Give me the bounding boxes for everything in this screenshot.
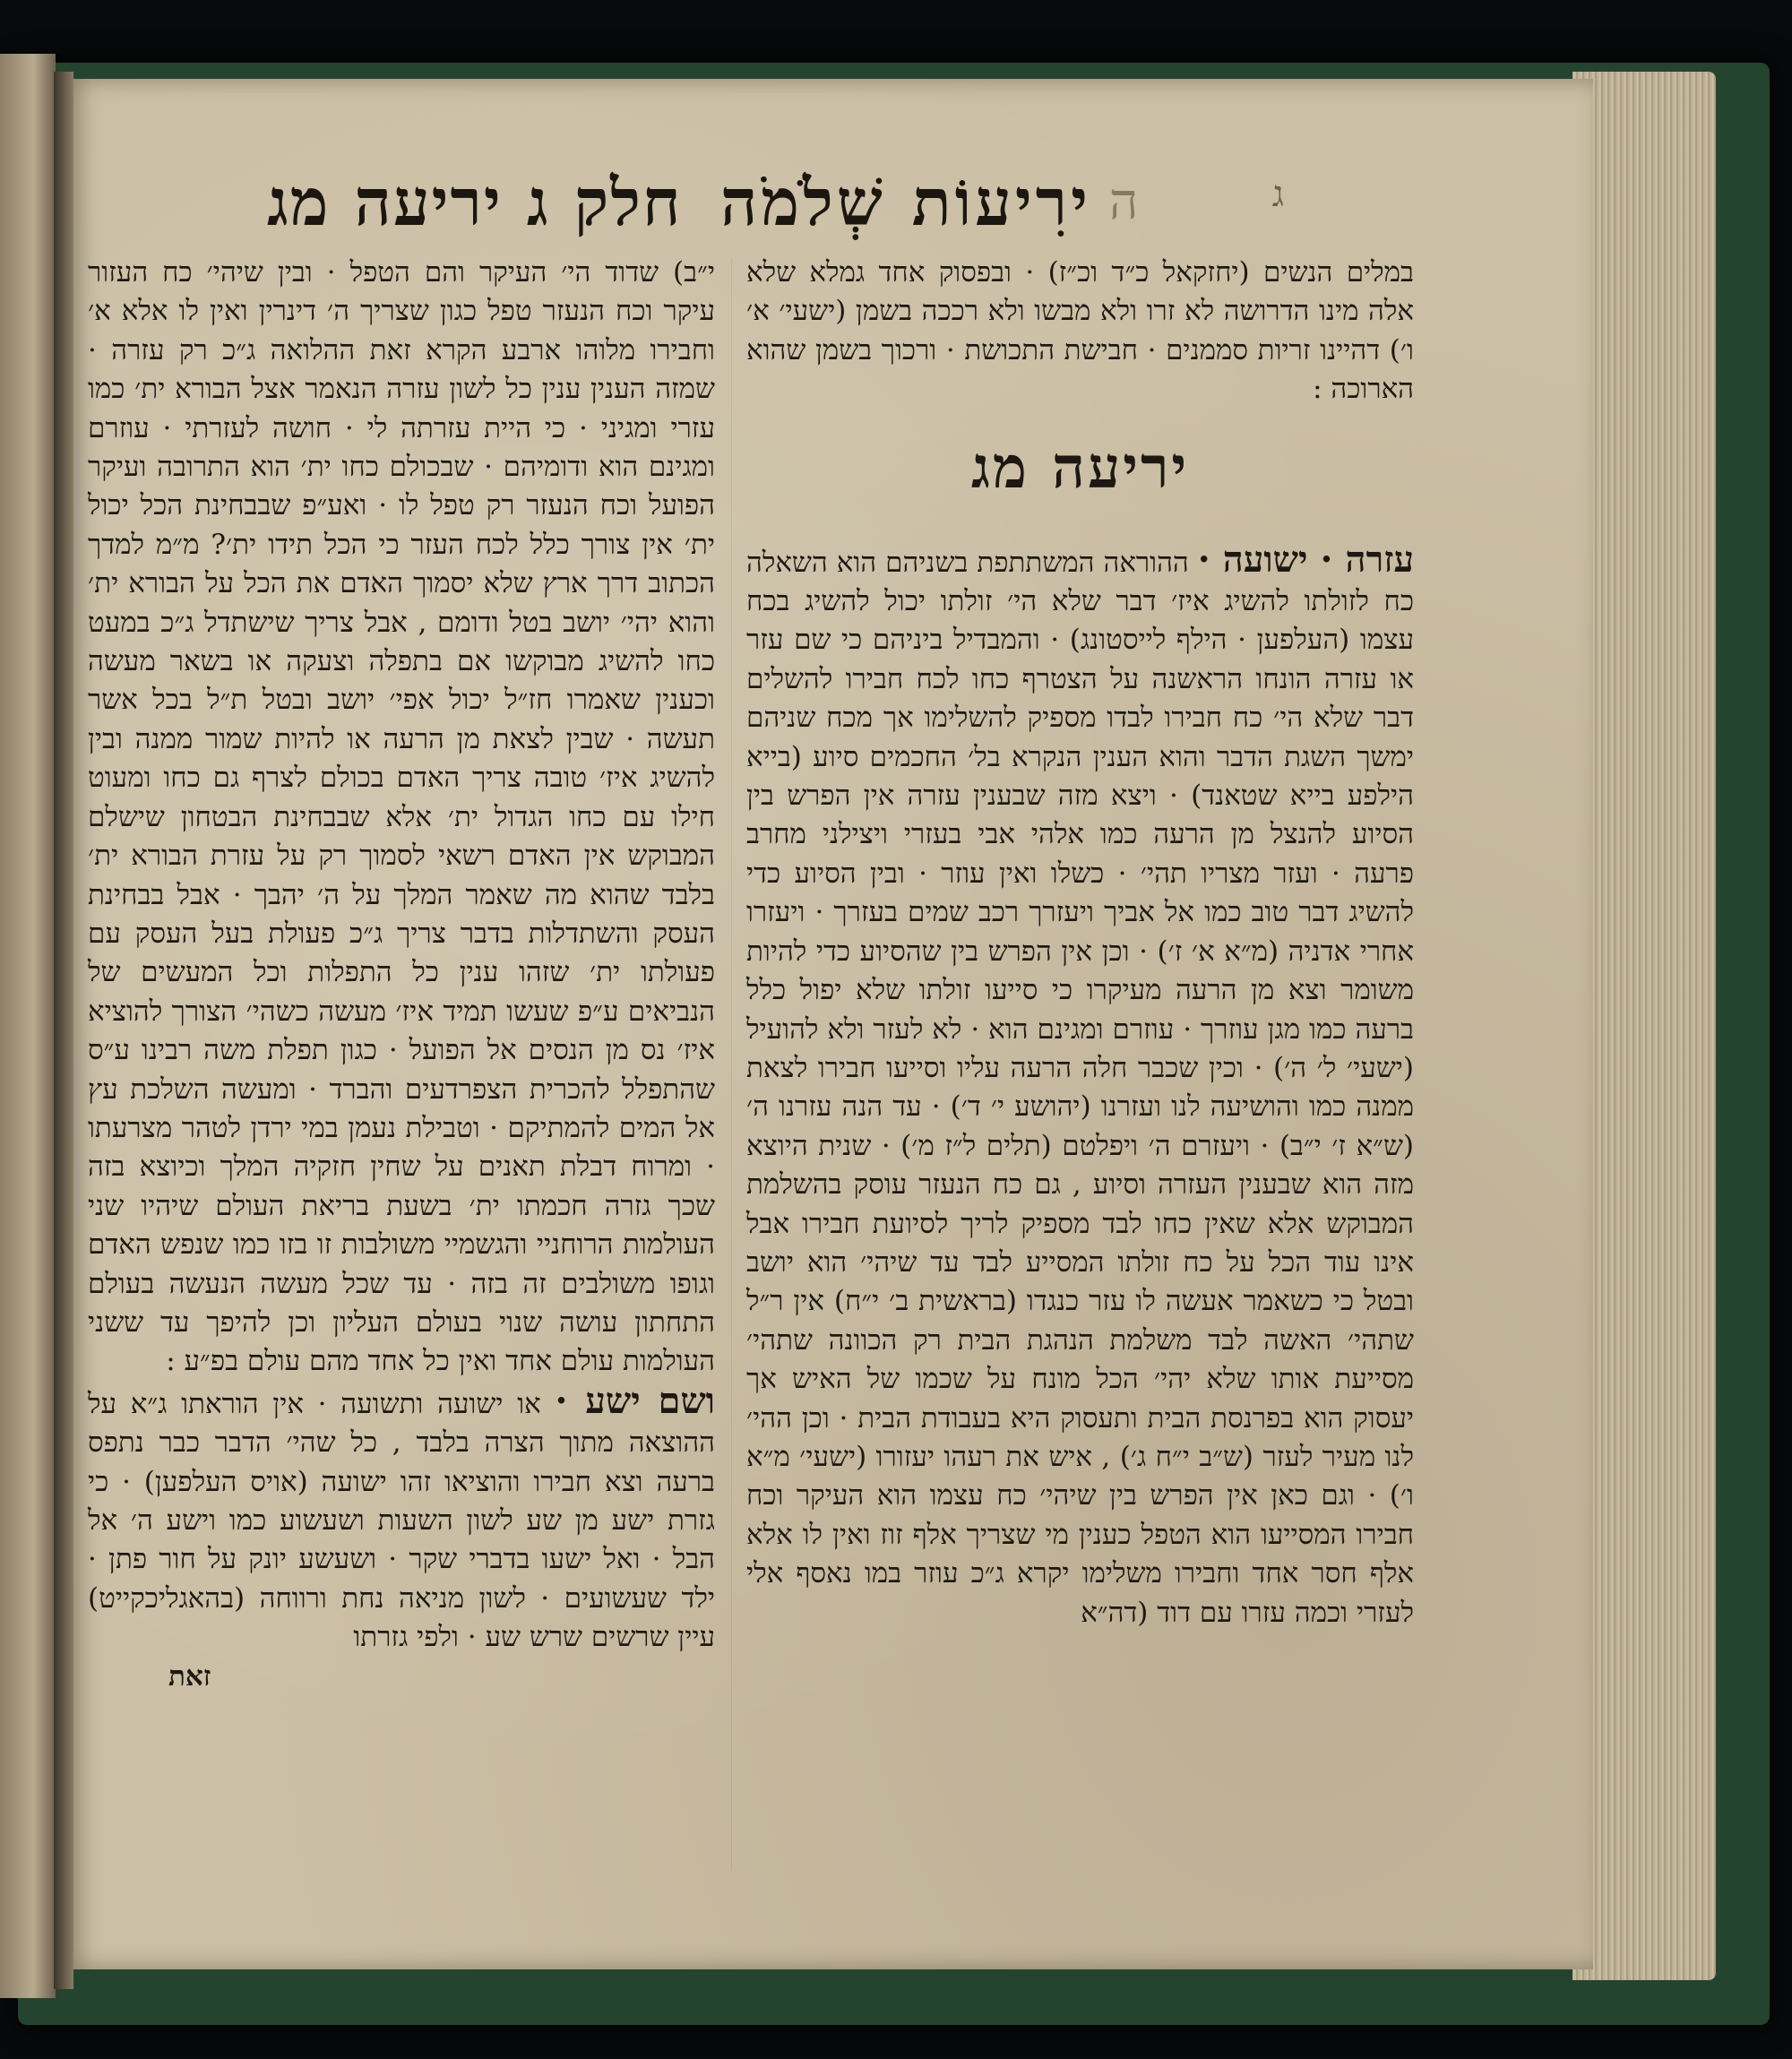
page-gutter: [54, 72, 73, 1989]
entry-paragraph: [746, 540, 1414, 1633]
catch-word: זאת: [168, 1659, 211, 1693]
header-section-label: חלק ג יריעה מג: [267, 164, 683, 240]
header-ornament-left: ה: [1109, 173, 1139, 231]
column-divider: [731, 258, 732, 1871]
entry-body: ההוראה המשתתפת בשניהם הוא השאלה כח לזולתו להשיג איז׳ דבר שלא הי׳ זולתו יכול להשיג בכח עצמו (העלפען · הילף לייסטונג) · והמבדיל ביניהם כי שם עזר או עזרה הונחו הראשנה על הצטרף כחו לכח חבירו להשלים דבר שלא הי׳ כח חבירו לבדו מספיק להשלימו אך מכח שניהם ימשך השגת הדבר והוא הענין הנקרא בל׳ החכמים סיוע (בייא הילפע בייא שטאנד) · ויצא מזה שבענין עזרה אין הפרש בין הסיוע להנצל מן הרעה כמו אלהי אבי בעזרי ויצילני מחרב פרעה · ועזר מצריו תהי׳ · כשלו ואין עוזר · ובין הסיוע כדי להשיג דבר טוב כמו אל אביך ויעזרך רכב שמים בעזרך · ויעזרו אחרי אדניה (מ״א א׳ ז׳) · וכן אין הפרש בין שהסיוע כדי להיות משומר וצא מן הרעה מעיקרו כי סייעו זולתו שלא יפול כלל ברעה כמו מגן עוזרך · עוזרם ומגינם הוא · לא לעזר ולא להועיל (ישעי׳ ל׳ ה׳) · וכין שכבר חלה הרעה עליו וסייעו חבירו לצאת ממנה כמו והושיעה לנו ועזרנו (יהושע י׳ ד׳) · עד הנה עזרנו ה׳ (ש״א ז׳ י״ב) · ויעזרם ה׳ ויפלטם (תלים ל״ז מ׳) · שנית היוצא מזה הוא שבענין העזרה וסיוע , גם כח הנעזר עוסק בהשלמת המבוקש אלא שאין כחו לבד מספיק לריך לסיועת חבירו אבל אינו עוד הכל על כח זולתו המסייע לבד עד שיהי׳ הוא יושב ובטל כי כשאמר אעשה לו עזר כנגדו (בראשית ב׳ י״ח) אין ר״ל שתהי׳ האשה לבד משלמת הנהגת הבית רק הכוונה שתהי׳ מסייעת אותו שלא יהי׳ הכל מונח על שכמו של האיש אך יעסוק הוא בפרנסת הבית ותעסוק היא בעבודת הבית · וכן ההי׳ לנו מעיר לעזר (ש״ב י״ח ג׳) , איש את רעהו יעזורו (ישעי׳ מ״א ו׳) · וגם כאן אין הפרש בין שיהי׳ כח עצמו הוא העיקר וכח חבירו המסייעו הוא הטפל כענין מי שצריך אלף זוז ואין לו אלא אלף חסר אחד וחבירו משלימו יקרא ג״כ עוזר במו נאסף אלי לעזרי וכמה עזרו עם דוד (דה״א: [746, 546, 1414, 1629]
entry-body-2: או ישועה ותשועה · אין הוראתו ג״א על ההוצאה מתוך הצרה בלבד , כל שהי׳ הדבר כבר נתפס ברעה וצא חבירו והוציאו זהו ישועה (אויס העלפען) · כי גזרת ישע מן שע לשון השעות ושעשוע כמו וישע ה׳ אל הבל · ואל ישעו בדברי שקר · ושעשע יונק על חור פתן · ילד שעשועים · לשון מניאה נחת ורווחה (בהאגליכקייט) עיין שרשים שרש שע · ולפי גזרתו: [88, 1387, 715, 1654]
running-header: [70, 164, 1593, 254]
section-heading: יריעה מג: [970, 434, 1190, 502]
right-column: [746, 254, 1414, 1633]
header-ornament-right: ג: [1271, 174, 1284, 215]
left-paragraph-1: י״ב) שדוד הי׳ העיקר והם הטפל · ובין שיהי׳ כח העזור עיקר וכח הנעזר טפל כגון שצריך ה׳ דינרין ואין לו אלא א׳ וחבירו מלוהו ארבע הקרא זאת ההלואה ג״כ רק עזרה · שמזה הענין ענין כל לשון עזרה הנאמר אצל הבורא ית׳ כמו עזרי ומגיני · כי היית עזרתה לי · חושה לעזרתי · עוזרם ומגינם הוא ודומיהם · שבכולם כחו ית׳ הוא התרובה ועיקר הפועל וכח הנעזר רק טפל לו · ואע״פ שבבחינת הכל יכול ית׳ אין צורך כלל לכח העזר כי הכל תידו ית׳? מ״מ למדך הכתוב דרך ארץ שלא יסמוך האדם את הכל על הבורא ית׳ והוא יהי׳ יושב בטל ודומם , אבל צריך שישתדל ג״כ במעט כחו להשיג מבוקשו אם בתפלה וצעקה או בשאר מעשה וכענין שאמרו חז״ל יכול אפי׳ יושב ובטל ת״ל בכל אשר תעשה · שבין לצאת מן הרעה או להיות שמור ממנה ובין להשיג איז׳ טובה צריך האדם בכולם לצרף גם כחו ומעוט חילו עם כחו הגדול ית׳ אלא שבבחינת הבטחון שישלם המבוקש אין האדם רשאי לסמוך רק על עזרת הבורא ית׳ בלבד שהוא מה שאמר המלך על ה׳ יהבך · אבל בבחינת העסק והשתדלות בדבר צריך ג״כ פעולת בעל העסק עם פעולתו ית׳ שזהו ענין כל התפלות וכל המעשים של הנביאים ע״פ שעשו תמיד איז׳ מעשה כשהי׳ הצורך להוציא איז׳ נס מן הנסים אל הפועל · כגון תפלת משה רבינו ע״ס שהתפלל להכרית הצפרדעים והברד · ומעשה השלכת עץ אל המים להמתיקם · וטבילת נעמן במי ירדן לטהר מצרעתו · ומרוח דבלת תאנים על שחין חזקיה המלך וכיוצא בזה שכך גזרה חכמתו ית׳ בשעת בריאת העולם שיהיו שני העולמות הרוחניי והגשמיי משולבות זו בזו כמו שנפש האדם וגופו משולבים זה בזה · עד שכל מעשה הנעשה בעולם התחתון עושה שנוי בעולם העליון וכן להיפך עד ששני העולמות עולם אחד ואין כל אחד מהם עולם בפ״ע :: [88, 256, 715, 1378]
previous-page-edge: [0, 54, 56, 1998]
book-page: [70, 79, 1593, 1969]
entry-lead-words: עזרה · ישועה ·: [1197, 538, 1415, 581]
continuation-paragraph: במלים הנשים (יחזקאל כ״ד וכ״ז) · ובפסוק אחד גמלא שלא אלה מינו הדרושה לא זרו ולא מבשו ולא רככה בשמן (ישעי׳ א׳ ו׳) דהיינו זריות סממנים · חבישת התכושת · ורכוך בשמן שהוא הארוכה :: [746, 256, 1414, 406]
entry-lead-words-2: ושם ישע ·: [555, 1379, 716, 1422]
left-column: [88, 254, 715, 1696]
page-stack-edges: [1572, 72, 1716, 1980]
left-paragraph-2: [88, 1379, 716, 1658]
header-book-title: ירִיעוֹת שְׁלֹמֹה: [719, 164, 1091, 240]
